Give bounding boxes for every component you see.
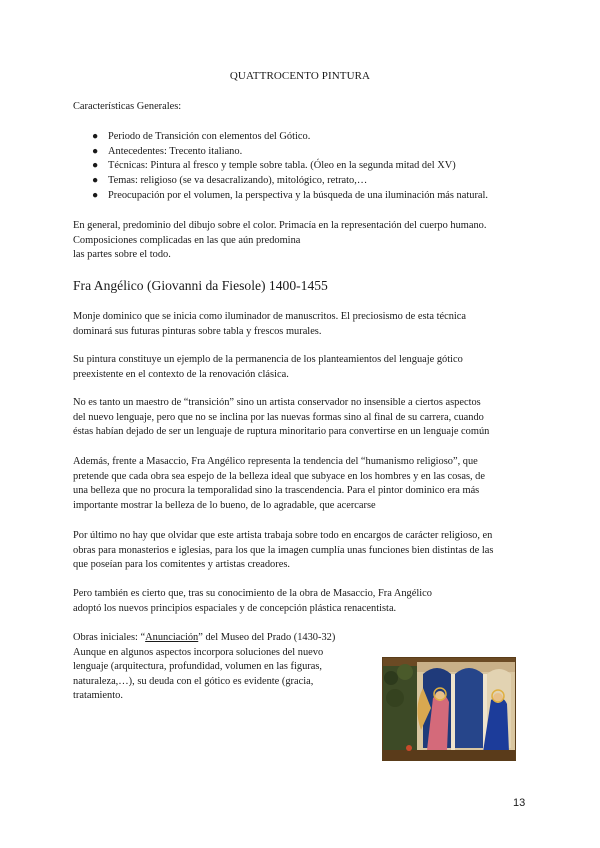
paragraph: Además, frente a Masaccio, Fra Angélico representa la tendencia del “humanismo religioso”, que pretende que cada obra sea espejo de la belleza ideal que subyace en los hombres y en las cosas, de una belleza que no procura la temporalidad sino la trascendencia. Para el pintor dominico era más importante mostrar la belleza de lo bueno, de lo agradable, que acercarse [73, 456, 485, 511]
anunciacion-link[interactable]: Anunciación [145, 632, 199, 643]
paragraph: Su pintura constituye un ejemplo de la permanencia de los planteamientos del lenguaje gótico preexistente en el contexto de la renovación clásica. [73, 354, 463, 380]
list-item: ● Periodo de Transición con elementos del Gótico. [92, 130, 488, 145]
paragraph: Pero también es cierto que, tras su conocimiento de la obra de Masaccio, Fra Angélico adoptó los nuevos principios espaciales y de concepción plástica renacentista. [73, 588, 432, 614]
bullet-icon: ● [92, 145, 99, 157]
list-item: ● Temas: religioso (se va desacralizando), mitológico, retrato,… [92, 174, 488, 189]
bullet-icon: ● [92, 160, 99, 172]
bullet-icon: ● [92, 189, 99, 201]
section-heading: Fra Angélico (Giovanni da Fiesole) 1400-1455 [73, 278, 328, 293]
characteristics-list [92, 130, 488, 204]
list-item: ● Antecedentes: Trecento italiano. [92, 145, 488, 160]
section-label: Características Generales: [73, 101, 182, 112]
paragraph-general: En general, predominio del dibujo sobre el color. Primacía en la representación del cuerpo humano. Composiciones complicadas en las que aún predomina las partes sobre el todo. [73, 220, 487, 261]
paragraph-obras: Obras iniciales: “Anunciación” del Museo del Prado (1430-32) Aunque en algunos aspectos incorpora soluciones del nuevo lenguaje (arquitectura, profundidad, volumen en las figuras, naturaleza,…), su deuda con el gótico es evidente (gracia, tratamiento. [73, 632, 336, 702]
bullet-icon: ● [92, 131, 99, 142]
paragraph: Monje dominico que se inicia como iluminador de manuscritos. El preciosismo de esta técnica dominará sus futuras pinturas sobre tabla y frescos murales. [73, 311, 467, 337]
list-item: ● Técnicas: Pintura al fresco y temple sobre tabla. (Óleo en la segunda mitad del XV) [92, 159, 488, 174]
page-number: 13 [513, 797, 526, 809]
paragraph: No es tanto un maestro de “transición” sino un artista conservador no insensible a ciertos aspectos del nuevo lenguaje, pero que no se inclina por las nuevas formas sino al final de su carrera, cuando éstas habían dejado de ser un lenguaje de ruptura minoritario para convertirse en un lenguaje común [73, 397, 490, 438]
paragraph: Por último no hay que olvidar que este artista trabaja sobre todo en encargos de carácter religioso, en obras para monasterios e iglesias, para los que la imagen cumplía unas funciones bien distintas de las que poseían para los comitentes y artistas creadores. [73, 530, 494, 571]
list-item: ● Preocupación por el volumen, la perspectiva y la búsqueda de una iluminación más natural. [92, 189, 488, 204]
annunciation-painting-illustration [383, 658, 515, 760]
annunciation-painting-image [382, 657, 516, 761]
page-title: QUATTROCENTO PINTURA [229, 70, 371, 82]
bullet-icon: ● [92, 175, 99, 187]
